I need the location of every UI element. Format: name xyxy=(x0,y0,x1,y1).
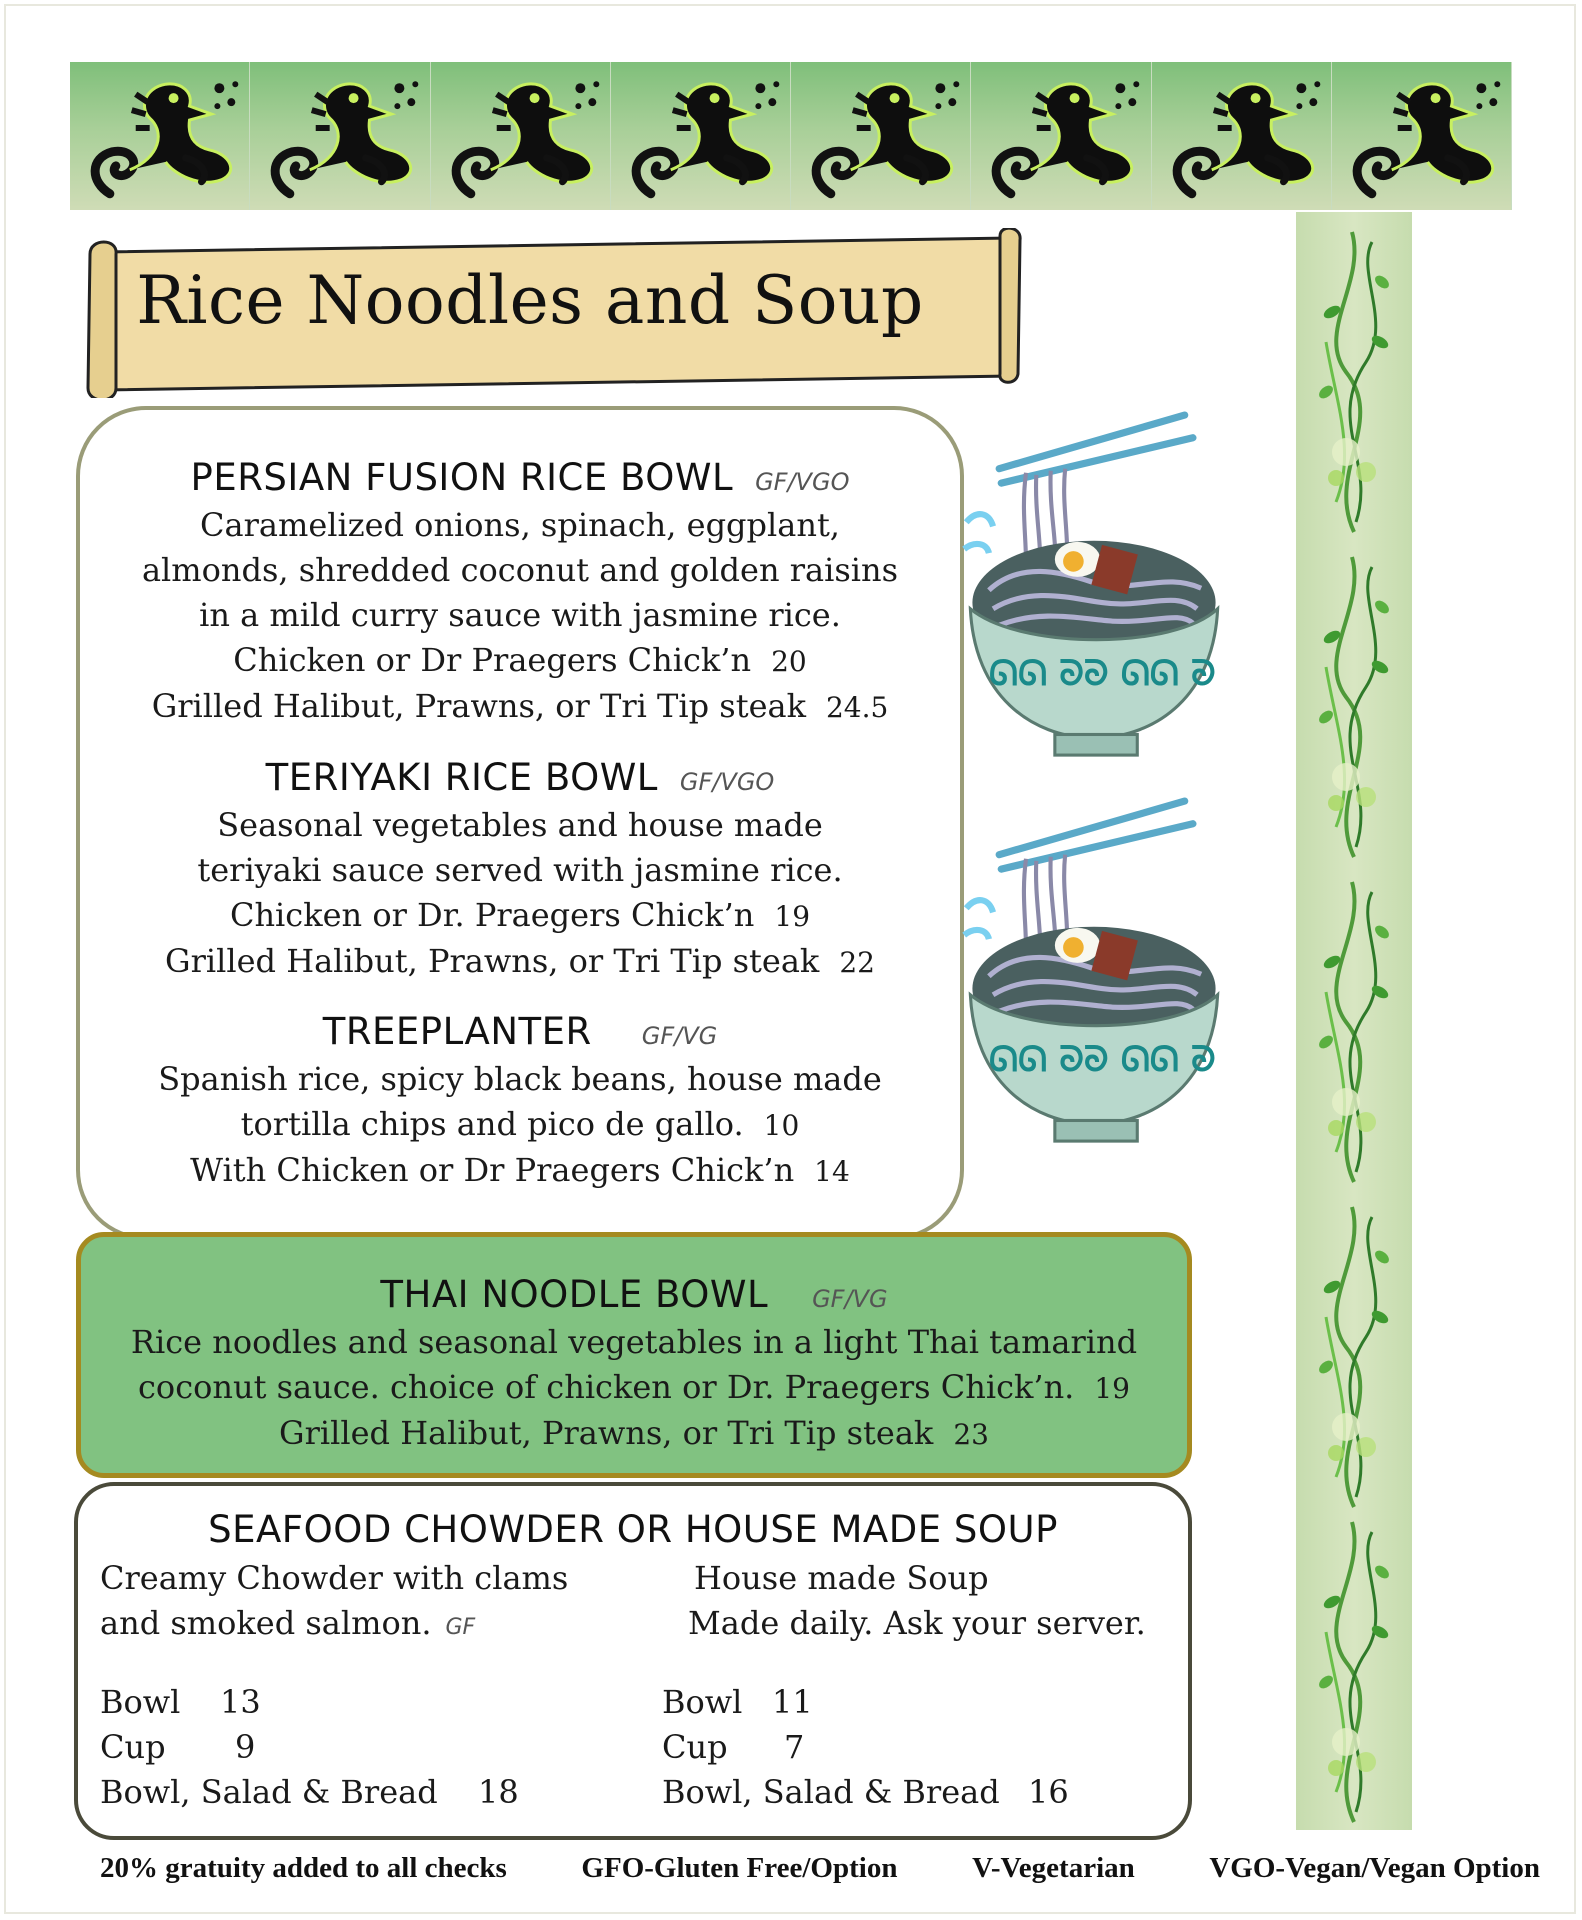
price-value: 23 xyxy=(953,1418,989,1451)
price-line xyxy=(80,1102,960,1148)
price-value: 14 xyxy=(814,1155,850,1188)
soup-heading xyxy=(78,1508,1188,1551)
dish-persian-fusion xyxy=(80,456,960,730)
house-soup-prices xyxy=(662,1680,1069,1815)
price-value: 16 xyxy=(1028,1773,1069,1811)
thai-noodle-panel xyxy=(76,1232,1192,1478)
seahorse-icon xyxy=(611,62,791,210)
price-line xyxy=(81,1411,1187,1457)
seahorse-icon xyxy=(70,62,250,210)
seaweed-vine-icon xyxy=(1296,872,1412,1192)
price-value: 20 xyxy=(771,645,807,678)
footer-legend xyxy=(100,1852,1540,1885)
seaweed-vine-icon xyxy=(1296,222,1412,542)
price-line xyxy=(80,1148,960,1194)
price-label: Chicken or Dr. Praegers Chick’n xyxy=(229,896,755,934)
seahorse-icon xyxy=(431,62,611,210)
chowder-prices xyxy=(100,1680,519,1815)
price-value: 19 xyxy=(1094,1372,1130,1405)
chowder-desc xyxy=(100,1556,568,1650)
soup-panel xyxy=(74,1482,1192,1840)
price-value: 11 xyxy=(772,1683,813,1721)
price-line xyxy=(662,1725,1069,1770)
seahorse-icon xyxy=(1152,62,1332,210)
noodle-bowl-icon xyxy=(958,392,1230,772)
house-soup-desc-line: House made Soup xyxy=(694,1559,989,1597)
dish-desc: Spanish rice, spicy black beans, house made xyxy=(158,1060,882,1098)
price-value: 9 xyxy=(235,1728,256,1766)
dish-desc: in a mild curry sauce with jasmine rice. xyxy=(199,596,841,634)
price-line xyxy=(662,1770,1069,1815)
dish-tag: GF/VGO xyxy=(679,768,775,796)
dish-tag: GF xyxy=(445,1615,476,1640)
dish-desc: Rice noodles and seasonal vegetables in a light Thai tamarind xyxy=(130,1323,1138,1361)
price-line xyxy=(100,1680,519,1725)
dish-teriyaki xyxy=(80,756,960,985)
dish-desc: teriyaki sauce served with jasmine rice. xyxy=(197,851,843,889)
seahorse-icon xyxy=(1332,62,1512,210)
dish-tag: GF/VG xyxy=(641,1022,718,1050)
dish-desc: Seasonal vegetables and house made xyxy=(217,806,823,844)
seaweed-vine-icon xyxy=(1296,1197,1412,1517)
price-label: Cup xyxy=(662,1728,728,1766)
dish-name: SEAFOOD CHOWDER OR HOUSE MADE SOUP xyxy=(208,1508,1058,1551)
house-soup-desc-line: Made daily. Ask your server. xyxy=(688,1604,1146,1642)
price-label: tortilla chips and pico de gallo. xyxy=(240,1105,744,1143)
seahorse-banner xyxy=(70,62,1512,210)
price-line xyxy=(81,1365,1187,1411)
price-line xyxy=(80,684,960,730)
price-value: 18 xyxy=(478,1773,519,1811)
chowder-desc-line: Creamy Chowder with clams xyxy=(100,1559,569,1597)
dish-tag: GF/VGO xyxy=(755,468,850,496)
price-value: 24.5 xyxy=(825,691,889,724)
seahorse-icon xyxy=(971,62,1151,210)
price-line xyxy=(100,1725,519,1770)
price-value: 13 xyxy=(220,1683,261,1721)
seaweed-vine-strip xyxy=(1296,212,1412,1830)
price-label: Cup xyxy=(100,1728,166,1766)
price-label: Chicken or Dr Praegers Chick’n xyxy=(233,641,752,679)
price-label: coconut sauce. choice of chicken or Dr. Praegers Chick’n. xyxy=(138,1368,1075,1406)
gratuity-note: 20% gratuity added to all checks xyxy=(100,1852,507,1884)
price-value: 19 xyxy=(774,900,811,933)
price-line xyxy=(80,893,960,939)
legend-v: V-Vegetarian xyxy=(972,1852,1135,1884)
price-line xyxy=(80,939,960,985)
price-label: Bowl xyxy=(662,1683,743,1721)
price-label: With Chicken or Dr Praegers Chick’n xyxy=(190,1151,795,1189)
price-label: Bowl, Salad & Bread xyxy=(100,1773,438,1811)
seaweed-vine-icon xyxy=(1296,1512,1412,1832)
dish-name: PERSIAN FUSION RICE BOWL xyxy=(190,456,734,499)
dish-thai-noodle xyxy=(81,1273,1187,1457)
price-label: Grilled Halibut, Prawns, or Tri Tip steak xyxy=(165,942,820,980)
price-line xyxy=(662,1680,1069,1725)
chowder-desc-text: and smoked salmon. xyxy=(100,1604,432,1642)
seahorse-icon xyxy=(791,62,971,210)
dish-name: TREEPLANTER xyxy=(322,1010,592,1053)
price-label: Grilled Halibut, Prawns, or Tri Tip steak xyxy=(151,687,806,725)
price-value: 10 xyxy=(763,1109,800,1142)
price-value: 22 xyxy=(839,946,875,979)
dish-desc: Caramelized onions, spinach, eggplant, xyxy=(200,506,840,544)
price-label: Bowl xyxy=(100,1683,181,1721)
seahorse-icon xyxy=(250,62,430,210)
dish-name: THAI NOODLE BOWL xyxy=(380,1273,769,1316)
seaweed-vine-icon xyxy=(1296,547,1412,867)
legend-vgo: VGO-Vegan/Vegan Option xyxy=(1209,1852,1540,1884)
dish-name: TERIYAKI RICE BOWL xyxy=(265,756,658,799)
dish-treeplanter xyxy=(80,1010,960,1194)
price-line xyxy=(100,1770,519,1815)
noodle-bowl-icon xyxy=(958,778,1230,1158)
price-label: Grilled Halibut, Prawns, or Tri Tip steak xyxy=(279,1414,934,1452)
price-value: 7 xyxy=(784,1728,805,1766)
legend-gfo: GFO-Gluten Free/Option xyxy=(581,1852,898,1884)
house-soup-desc xyxy=(688,1556,1146,1646)
dish-tag: GF/VG xyxy=(812,1285,888,1313)
chowder-desc-line-2 xyxy=(100,1601,568,1650)
page-title: Rice Noodles and Soup xyxy=(136,262,924,339)
price-label: Bowl, Salad & Bread xyxy=(662,1773,1000,1811)
rice-bowls-panel xyxy=(76,406,964,1240)
price-line xyxy=(80,638,960,684)
dish-desc: almonds, shredded coconut and golden raisins xyxy=(141,551,899,589)
